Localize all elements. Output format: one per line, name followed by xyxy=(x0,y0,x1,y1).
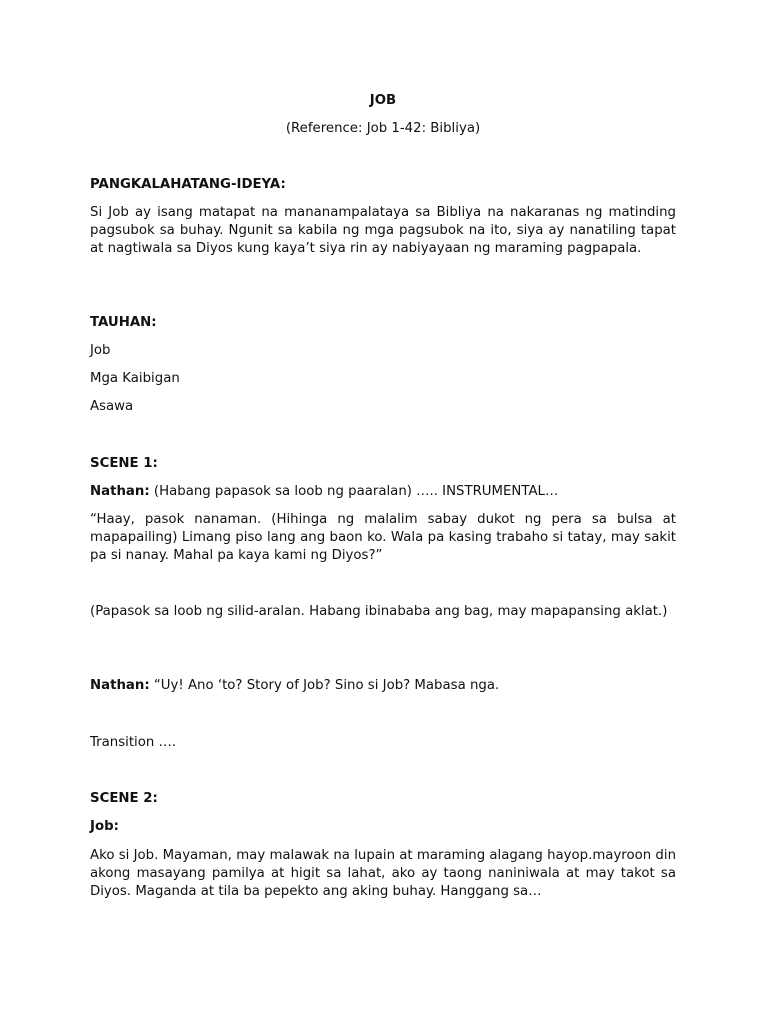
scene1-heading: SCENE 1: xyxy=(90,456,158,471)
document-title: JOB xyxy=(369,93,397,108)
dialogue-text: “Uy! Ano ‘to? Story of Job? Sino si Job? Mabasa nga. xyxy=(149,678,500,693)
scene2-speaker: Job: xyxy=(90,819,119,834)
scene2-heading: SCENE 2: xyxy=(90,791,158,806)
scene1-dialogue-line xyxy=(90,483,676,501)
speaker-label: Nathan: xyxy=(90,678,150,693)
character-item-friends: Mga Kaibigan xyxy=(90,371,180,386)
general-idea-paragraph: Si Job ay isang matapat na mananampalataya sa Bibliya na nakaranas ng matinding pagsubok sa buhay. Ngunit sa kabila ng mga pagsubok na ito, siya ay nanatiling tapat at nagtiwala sa Diyos kung kaya’t siya rin ay nabiyayaan ng maraming pagpapala. xyxy=(90,205,676,256)
scene2-paragraph: Ako si Job. Mayaman, may malawak na lupain at maraming alagang hayop.mayroon din akong masayang pamilya at higit sa lahat, ako ay taong naniniwala at may takot sa Diyos. Maganda at tila ba pepekto ang aking buhay. Hanggang sa… xyxy=(90,848,676,899)
dialogue-text: (Habang papasok sa loob ng paaralan) ….. INSTRUMENTAL… xyxy=(149,484,559,499)
scene1-monologue: “Haay, pasok nanaman. (Hihinga ng malalim sabay dukot ng pera sa bulsa at mapapailing) Limang piso lang ang baon ko. Wala pa kasing trabaho si tatay, may sakit pa si nanay. Mahal pa kaya kami ng Diyos?” xyxy=(90,512,676,563)
characters-heading: TAUHAN: xyxy=(90,315,157,330)
scene1-stage-direction: (Papasok sa loob ng silid-aralan. Habang ibinababa ang bag, may mapapansing aklat.) xyxy=(90,604,668,619)
general-idea-heading: PANGKALAHATANG-IDEYA: xyxy=(90,177,286,192)
reference-line: (Reference: Job 1-42: Bibliya) xyxy=(285,121,481,136)
transition-line: Transition …. xyxy=(90,735,177,750)
scene1-dialogue-line-2 xyxy=(90,677,676,695)
character-item-job: Job xyxy=(90,343,111,358)
character-item-wife: Asawa xyxy=(90,399,134,414)
speaker-label: Nathan: xyxy=(90,484,150,499)
